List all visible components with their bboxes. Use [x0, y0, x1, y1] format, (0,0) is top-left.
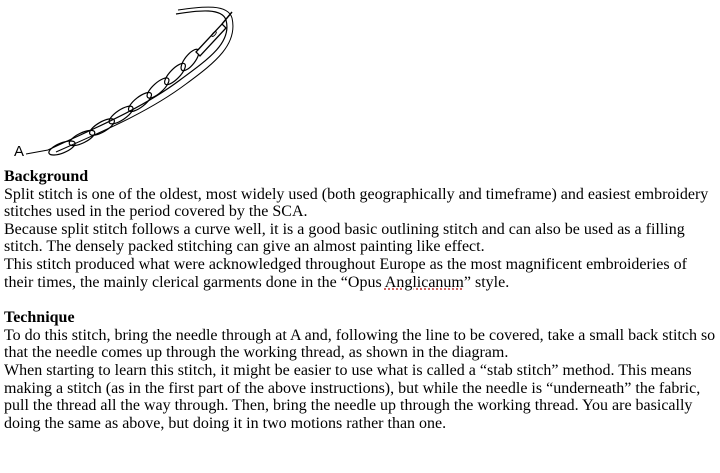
point-a-label: A — [14, 143, 25, 160]
technique-paragraph: To do this stitch, bring the needle through at A and, following the line to be covered, take a small back stitch so that the needle comes up through the working thread, as shown in the diagram. — [4, 326, 716, 362]
section-spacer — [4, 291, 716, 309]
needle-icon — [196, 12, 232, 56]
background-paragraph-opus — [4, 256, 716, 291]
background-paragraph: Split stitch is one of the oldest, most widely used (both geographically and timeframe) and easiest embroidery stitches used in the period covered by the SCA. — [4, 185, 709, 221]
technique-heading: Technique — [4, 309, 75, 327]
technique-paragraph: When starting to learn this stitch, it might be easier to use what is called a “stab stitch” method. This means making a stitch (as in the first part of the above instructions), but while the needle is “underneath” the fabric, pull the thread all the way through. Then, bring the needle up through the working thread. You are basically doing the same as above, but doing it in two motions rather than one. — [4, 361, 701, 432]
split-stitch-diagram — [0, 0, 260, 172]
spellcheck-word: Anglicanum — [384, 273, 464, 291]
point-a-leader — [26, 150, 48, 154]
opus-text-after: ” style. — [463, 273, 510, 291]
document-text — [4, 168, 716, 432]
split-stitch-chain — [47, 47, 202, 158]
background-heading: Background — [4, 168, 89, 185]
working-thread — [48, 11, 227, 150]
opus-text-before: This stitch produced what were acknowledged throughout Europe as the most magnificent embroideries of their times, the mainly clerical garments done in the “Opus — [4, 255, 687, 291]
background-paragraph: Because split stitch follows a curve well, it is a good basic outlining stitch and can also be used as a filling stitch. The densely packed stitching can give an almost painting like effect. — [4, 220, 685, 256]
